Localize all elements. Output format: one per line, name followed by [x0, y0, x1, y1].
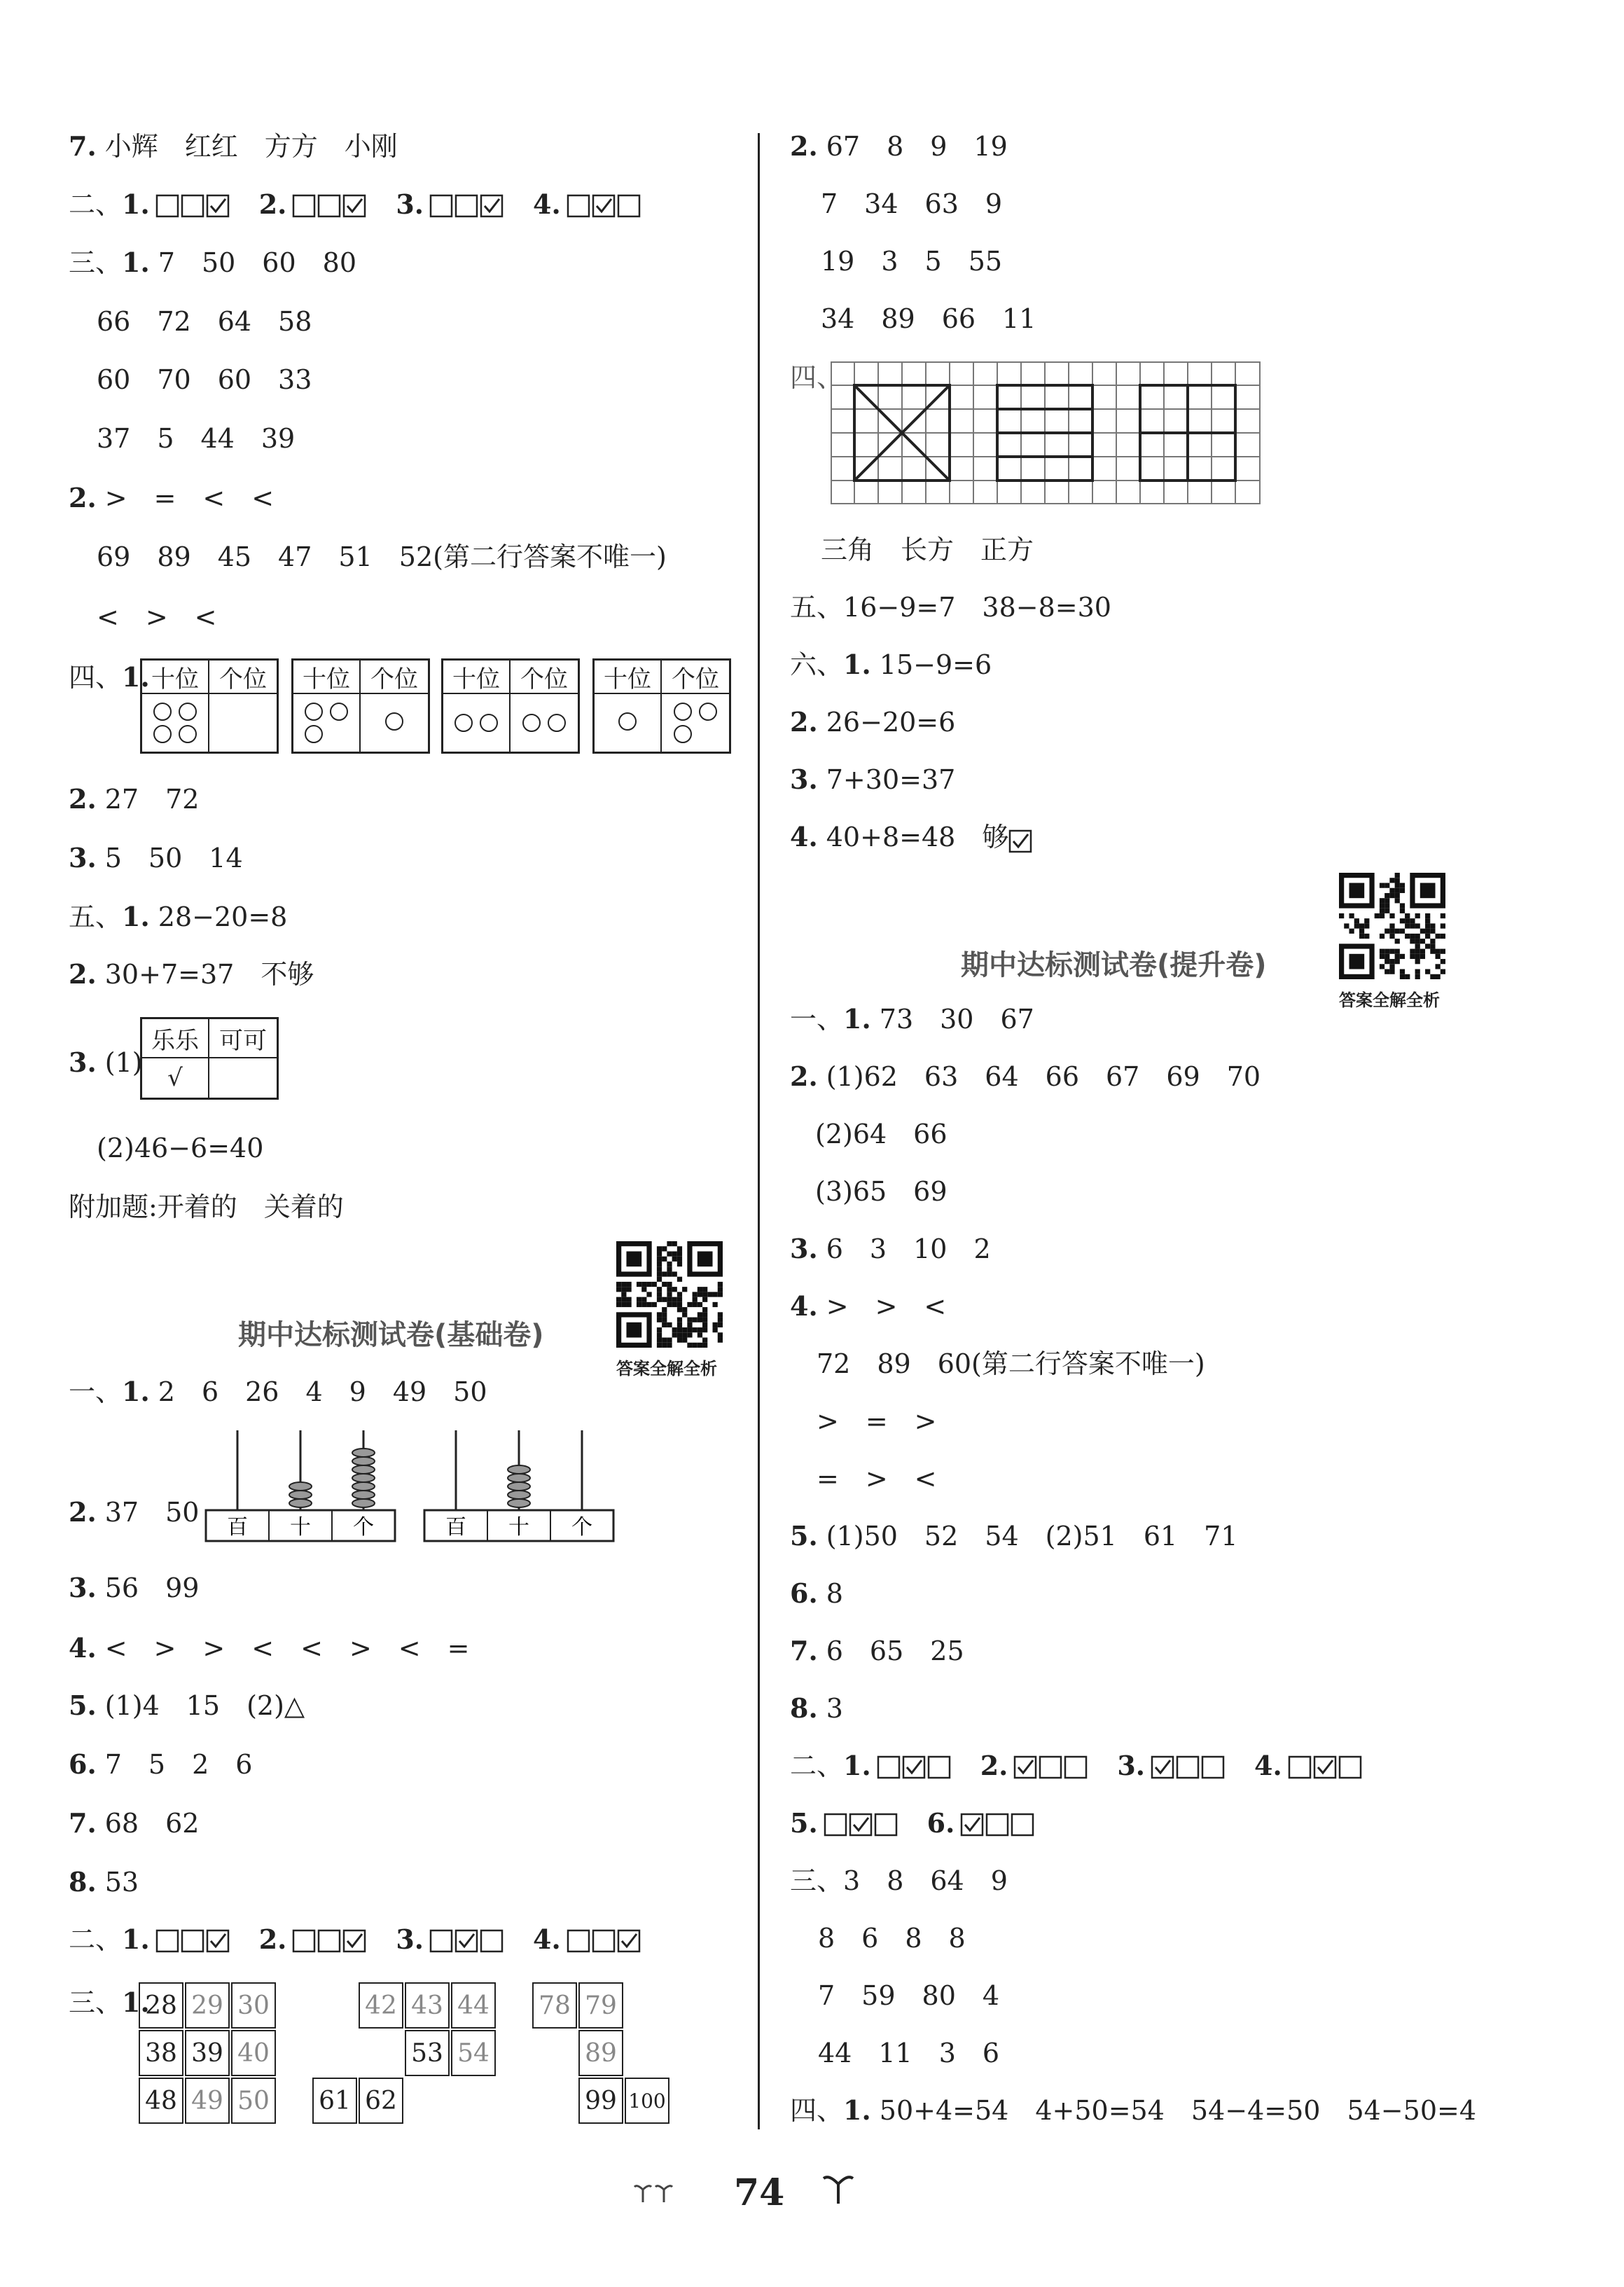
abacus-bead	[508, 1499, 530, 1507]
l18: 一、1. 2 6 26 4 9 49 50	[69, 1376, 487, 1407]
abacus-bead	[508, 1482, 530, 1491]
hundred-chart-cell: 62	[359, 2078, 403, 2124]
hundred-chart-cell: 100	[625, 2078, 669, 2124]
l7: 2. > = < <	[69, 482, 275, 513]
counter-circle	[153, 725, 172, 743]
abacus-bead	[352, 1465, 375, 1474]
place-value-box	[441, 658, 580, 754]
l20: 3. 56 99	[69, 1572, 200, 1603]
place-value-cell	[142, 694, 209, 752]
abacus-bead	[352, 1449, 375, 1457]
place-value-cell	[293, 694, 361, 752]
hundred-chart-cell: 78	[532, 1982, 577, 2029]
answer-checkboxes	[429, 189, 505, 220]
question-number: 3.	[1117, 1750, 1146, 1781]
abacus	[206, 1430, 395, 1541]
table-cell-keke	[209, 1058, 277, 1098]
place-value-header: 个位	[361, 661, 428, 694]
abacus-label: 百	[445, 1515, 466, 1540]
table-cell-lele: √	[142, 1058, 209, 1098]
r14: (2)64 66	[815, 1119, 948, 1149]
r31: 四、1. 50+4=54 4+50=54 54−4=50 54−50=4	[790, 2094, 1477, 2126]
hundred-chart-cell: 89	[578, 2030, 623, 2076]
checked-box-icon	[1008, 827, 1034, 853]
section-heading-basic: 期中达标测试卷(基础卷)	[238, 1319, 544, 1351]
l11: 2. 27 72	[69, 783, 200, 815]
l10: 四、1.	[69, 661, 150, 693]
hundred-chart-cell: 42	[359, 1982, 403, 2029]
place-value-header: 个位	[209, 661, 277, 694]
r13: 2. (1)62 63 64 66 67 69 70	[790, 1060, 1261, 1092]
counter-circle	[305, 725, 323, 743]
l14: 2. 30+7=37 不够	[69, 958, 314, 990]
answer-checkboxes	[877, 1750, 952, 1781]
place-value-box	[291, 658, 430, 754]
qr-caption: 答案全解全析	[1339, 990, 1440, 1010]
question-number: 1.	[843, 1750, 871, 1781]
l8: 69 89 45 47 51 52(第二行答案不唯一)	[97, 541, 667, 572]
question-number: 4.	[1254, 1750, 1282, 1781]
column-divider	[758, 133, 760, 2129]
question-number: 1.	[122, 188, 150, 220]
r4: 34 89 66 11	[821, 303, 1036, 334]
section-heading-advanced: 期中达标测试卷(提升卷)	[961, 949, 1267, 981]
abacus-label: 十	[290, 1515, 311, 1540]
r16: 3. 6 3 10 2	[790, 1233, 991, 1264]
place-value-header: 十位	[443, 661, 511, 694]
abacus-figures	[203, 1428, 623, 1547]
l23: 6. 7 5 2 6	[69, 1748, 253, 1780]
answer-table	[140, 1017, 279, 1100]
place-value-cell	[662, 694, 729, 752]
answer-checkboxes	[292, 189, 368, 220]
r15: (3)65 69	[815, 1176, 948, 1207]
abacus-bead	[289, 1482, 312, 1491]
place-value-cell	[511, 694, 578, 752]
r10: 3. 7+30=37	[790, 764, 956, 795]
question-number: 5.	[790, 1807, 818, 1839]
hundred-chart-cell: 30	[231, 1982, 276, 2029]
answer-checkboxes	[155, 1924, 231, 1955]
place-value-box	[140, 658, 279, 754]
l5: 60 70 60 33	[97, 364, 312, 395]
r9: 2. 26−20=6	[790, 706, 956, 738]
r22: 6. 8	[790, 1577, 843, 1609]
question-number: 3.	[396, 1923, 424, 1955]
place-value-header: 个位	[662, 661, 729, 694]
place-value-cell	[361, 694, 428, 752]
r12: 一、1. 73 30 67	[790, 1003, 1034, 1035]
r21: 5. (1)50 52 54 (2)51 61 71	[790, 1520, 1238, 1552]
table-header-keke: 可可	[209, 1019, 277, 1058]
counter-circle	[480, 714, 498, 732]
hundred-chart-cell: 61	[312, 2078, 357, 2124]
qr-code[interactable]	[616, 1241, 723, 1348]
answer-checkboxes	[824, 1808, 899, 1839]
place-value-header: 十位	[142, 661, 209, 694]
l27: 三、1.	[69, 1987, 150, 2018]
question-number: 3.	[396, 188, 424, 220]
r8: 六、1. 15−9=6	[790, 649, 992, 680]
hundred-chart-cell: 44	[451, 1982, 496, 2029]
question-number: 2.	[980, 1750, 1008, 1781]
qr-caption: 答案全解全析	[616, 1359, 717, 1379]
table-header-lele: 乐乐	[142, 1019, 209, 1058]
hundred-chart-cell: 54	[451, 2030, 496, 2076]
place-value-header: 个位	[511, 661, 578, 694]
r28: 8 6 8 8	[818, 1923, 966, 1954]
l25: 8. 53	[69, 1866, 139, 1898]
place-value-header: 十位	[293, 661, 361, 694]
answer-checkboxes	[155, 189, 231, 220]
hundred-chart-cell: 39	[185, 2030, 230, 2076]
l15: 3. (1)	[69, 1046, 143, 1078]
hundred-chart-cell: 40	[231, 2030, 276, 2076]
answer-checkboxes	[567, 1924, 642, 1955]
abacus-bead	[352, 1491, 375, 1499]
abacus-label: 百	[227, 1515, 248, 1540]
r2: 7 34 63 9	[821, 188, 1003, 219]
r29: 7 59 80 4	[818, 1980, 1000, 2011]
abacus-bead	[289, 1491, 312, 1499]
l13: 五、1. 28−20=8	[69, 901, 288, 932]
abacus-bead	[352, 1482, 375, 1491]
abacus-bead	[289, 1499, 312, 1507]
l4: 66 72 64 58	[97, 306, 312, 337]
hundred-chart-cell: 29	[185, 1982, 230, 2029]
counter-circle	[454, 714, 473, 732]
l24: 7. 68 62	[69, 1807, 200, 1839]
qr-code[interactable]	[1339, 873, 1445, 979]
r24: 8. 3	[790, 1692, 843, 1724]
question-number: 4.	[533, 1923, 561, 1955]
question-number: 2.	[258, 188, 287, 220]
place-value-header: 十位	[595, 661, 662, 694]
question-number: 6.	[926, 1807, 955, 1839]
place-value-cell	[595, 694, 662, 752]
answer-checkboxes	[1151, 1750, 1226, 1781]
hundred-chart-cell: 28	[139, 1982, 183, 2029]
r25: 二、1. 2. 3. 4.	[790, 1753, 1363, 1779]
hundred-chart-cell: 43	[405, 1982, 450, 2029]
r11: 4. 40+8=48 够	[790, 824, 1034, 853]
abacus-bead	[508, 1474, 530, 1482]
l6: 37 5 44 39	[97, 423, 296, 454]
abacus	[424, 1430, 613, 1541]
l21: 4. < > > < < > < =	[69, 1632, 470, 1664]
l17: 附加题:开着的 关着的	[69, 1191, 344, 1222]
r5: 四、	[790, 362, 844, 393]
r26	[790, 1807, 1036, 1839]
page-number: 74	[734, 2171, 785, 2214]
r18: 72 89 60(第二行答案不唯一)	[817, 1348, 1205, 1379]
answer-checkboxes	[960, 1808, 1036, 1839]
r7: 五、16−9=7 38−8=30	[790, 592, 1111, 623]
l9: < > <	[97, 602, 217, 633]
l19: 2. 37 50	[69, 1496, 200, 1528]
counter-circle	[179, 703, 197, 721]
l16: (2)46−6=40	[97, 1133, 264, 1163]
shapes-grid-figure	[831, 361, 1262, 506]
counter-circle	[305, 703, 323, 721]
answer-checkboxes	[1288, 1750, 1363, 1781]
answer-checkboxes	[292, 1924, 368, 1955]
hundred-chart-cell: 53	[405, 2030, 450, 2076]
counter-circle	[618, 712, 637, 731]
counter-circle	[699, 703, 717, 721]
abacus-bead	[352, 1499, 375, 1507]
place-value-cell	[209, 694, 277, 752]
abacus-label: 十	[508, 1515, 529, 1540]
counter-circle	[674, 703, 692, 721]
counter-circle	[153, 703, 172, 721]
r6: 三角 长方 正方	[821, 534, 1034, 565]
hundred-chart-cell: 99	[578, 2078, 623, 2124]
hundred-chart-cell: 38	[139, 2030, 183, 2076]
hundred-chart-cell: 48	[139, 2078, 183, 2124]
l1: 7. 小辉 红红 方方 小刚	[69, 130, 398, 162]
abacus-bead	[508, 1465, 530, 1474]
answer-checkboxes	[1013, 1750, 1089, 1781]
counter-circle	[548, 714, 566, 732]
hundred-chart-cell: 79	[578, 1982, 623, 2029]
counter-circle	[385, 712, 403, 731]
answer-checkboxes	[567, 189, 642, 220]
counter-circle	[522, 714, 541, 732]
r19: > = >	[817, 1406, 937, 1437]
l3: 三、1. 7 50 60 80	[69, 247, 357, 278]
sprout-icon	[821, 2171, 856, 2206]
abacus-label: 个	[571, 1515, 592, 1540]
r30: 44 11 3 6	[818, 2038, 1000, 2068]
l12: 3. 5 50 14	[69, 842, 243, 873]
r20: = > <	[817, 1463, 937, 1494]
abacus-bead	[352, 1457, 375, 1465]
question-number: 2.	[258, 1923, 287, 1955]
abacus-bead	[352, 1474, 375, 1482]
l2: 二、1. 2. 3. 4.	[69, 191, 642, 218]
counter-circle	[179, 725, 197, 743]
l22: 5. (1)4 15 (2)△	[69, 1690, 305, 1721]
counter-circle	[330, 703, 348, 721]
place-value-cell	[443, 694, 511, 752]
abacus-bead	[508, 1491, 530, 1499]
question-number: 4.	[533, 188, 561, 220]
r23: 7. 6 65 25	[790, 1635, 964, 1666]
sprout-icon	[633, 2177, 675, 2205]
r17: 4. > > <	[790, 1290, 947, 1322]
l26: 二、1. 2. 3. 4.	[69, 1926, 642, 1953]
answer-checkboxes	[429, 1924, 505, 1955]
r3: 19 3 5 55	[821, 246, 1003, 277]
hundred-chart-cell: 50	[231, 2078, 276, 2124]
hundred-chart-cell: 49	[185, 2078, 230, 2124]
question-number: 1.	[122, 1923, 150, 1955]
place-value-box	[592, 658, 731, 754]
counter-circle	[674, 725, 692, 743]
r1: 2. 67 8 9 19	[790, 130, 1008, 162]
abacus-label: 个	[353, 1515, 374, 1540]
r27: 三、3 8 64 9	[790, 1865, 1008, 1896]
